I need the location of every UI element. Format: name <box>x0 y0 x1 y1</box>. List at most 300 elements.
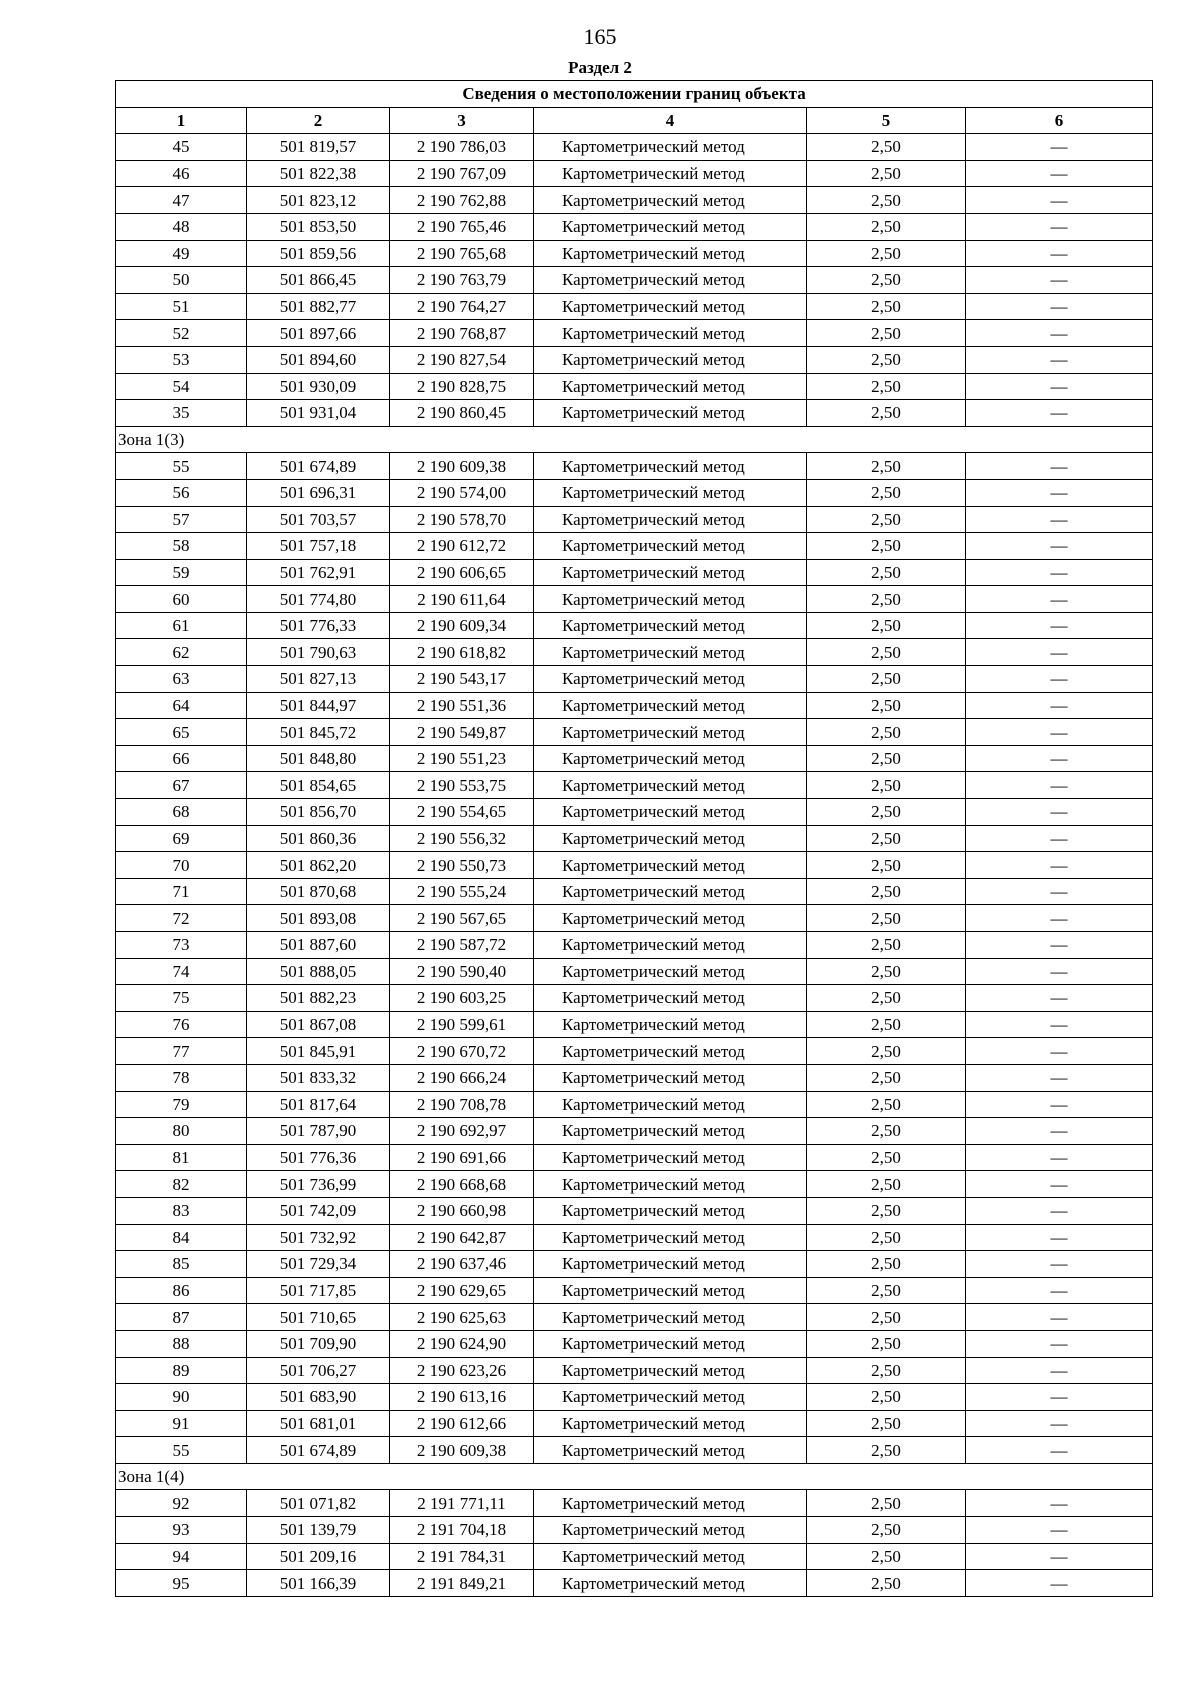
cell-coordinate-x: 501 853,50 <box>247 213 390 240</box>
cell-method: Картометрический метод <box>534 1543 807 1570</box>
cell-accuracy: 2,50 <box>807 240 966 267</box>
cell-point-number: 57 <box>116 506 247 533</box>
cell-point-number: 55 <box>116 1437 247 1464</box>
cell-method: Картометрический метод <box>534 1011 807 1038</box>
cell-accuracy: 2,50 <box>807 745 966 772</box>
cell-accuracy: 2,50 <box>807 799 966 826</box>
cell-coordinate-x: 501 683,90 <box>247 1384 390 1411</box>
cell-note: — <box>966 719 1153 746</box>
cell-coordinate-x: 501 856,70 <box>247 799 390 826</box>
cell-coordinate-y: 2 190 590,40 <box>390 958 534 985</box>
cell-accuracy: 2,50 <box>807 1570 966 1597</box>
cell-note: — <box>966 1384 1153 1411</box>
cell-point-number: 53 <box>116 346 247 373</box>
cell-point-number: 50 <box>116 267 247 294</box>
zone-label: Зона 1(3) <box>116 426 1153 453</box>
cell-point-number: 35 <box>116 400 247 427</box>
cell-note: — <box>966 160 1153 187</box>
cell-coordinate-x: 501 845,91 <box>247 1038 390 1065</box>
cell-method: Картометрический метод <box>534 506 807 533</box>
cell-accuracy: 2,50 <box>807 400 966 427</box>
cell-point-number: 69 <box>116 825 247 852</box>
table-row <box>116 160 1153 187</box>
cell-point-number: 87 <box>116 1304 247 1331</box>
cell-method: Картометрический метод <box>534 559 807 586</box>
cell-point-number: 79 <box>116 1091 247 1118</box>
cell-method: Картометрический метод <box>534 1251 807 1278</box>
cell-note: — <box>966 745 1153 772</box>
cell-method: Картометрический метод <box>534 1357 807 1384</box>
cell-method: Картометрический метод <box>534 1277 807 1304</box>
table-row <box>116 533 1153 560</box>
cell-note: — <box>966 400 1153 427</box>
cell-accuracy: 2,50 <box>807 1410 966 1437</box>
cell-point-number: 90 <box>116 1384 247 1411</box>
cell-method: Картометрический метод <box>534 267 807 294</box>
cell-coordinate-y: 2 190 543,17 <box>390 666 534 693</box>
cell-note: — <box>966 1171 1153 1198</box>
table-row <box>116 320 1153 347</box>
cell-point-number: 92 <box>116 1490 247 1517</box>
cell-accuracy: 2,50 <box>807 1118 966 1145</box>
cell-accuracy: 2,50 <box>807 1011 966 1038</box>
cell-coordinate-x: 501 729,34 <box>247 1251 390 1278</box>
table-row <box>116 1517 1153 1544</box>
cell-note: — <box>966 799 1153 826</box>
cell-note: — <box>966 1330 1153 1357</box>
cell-coordinate-y: 2 190 609,38 <box>390 1437 534 1464</box>
cell-coordinate-y: 2 190 637,46 <box>390 1251 534 1278</box>
cell-note: — <box>966 692 1153 719</box>
cell-coordinate-y: 2 190 629,65 <box>390 1277 534 1304</box>
cell-note: — <box>966 1144 1153 1171</box>
cell-method: Картометрический метод <box>534 1384 807 1411</box>
cell-accuracy: 2,50 <box>807 1437 966 1464</box>
cell-coordinate-x: 501 774,80 <box>247 586 390 613</box>
cell-method: Картометрический метод <box>534 533 807 560</box>
cell-point-number: 72 <box>116 905 247 932</box>
cell-accuracy: 2,50 <box>807 666 966 693</box>
cell-note: — <box>966 905 1153 932</box>
table-row <box>116 852 1153 879</box>
cell-point-number: 78 <box>116 1064 247 1091</box>
cell-coordinate-y: 2 190 549,87 <box>390 719 534 746</box>
cell-coordinate-x: 501 674,89 <box>247 1437 390 1464</box>
cell-point-number: 58 <box>116 533 247 560</box>
cell-coordinate-x: 501 930,09 <box>247 373 390 400</box>
table-row <box>116 692 1153 719</box>
cell-method: Картометрический метод <box>534 1437 807 1464</box>
table-row <box>116 1064 1153 1091</box>
cell-coordinate-y: 2 190 860,45 <box>390 400 534 427</box>
cell-accuracy: 2,50 <box>807 878 966 905</box>
cell-coordinate-x: 501 787,90 <box>247 1118 390 1145</box>
cell-accuracy: 2,50 <box>807 320 966 347</box>
table-row <box>116 1437 1153 1464</box>
cell-method: Картометрический метод <box>534 985 807 1012</box>
cell-point-number: 84 <box>116 1224 247 1251</box>
cell-method: Картометрический метод <box>534 134 807 161</box>
table-row <box>116 639 1153 666</box>
table-row <box>116 1038 1153 1065</box>
cell-accuracy: 2,50 <box>807 586 966 613</box>
cell-method: Картометрический метод <box>534 1410 807 1437</box>
cell-note: — <box>966 134 1153 161</box>
cell-accuracy: 2,50 <box>807 1064 966 1091</box>
cell-accuracy: 2,50 <box>807 267 966 294</box>
boundary-coordinates-table <box>115 80 1153 1597</box>
cell-accuracy: 2,50 <box>807 1490 966 1517</box>
table-row <box>116 267 1153 294</box>
table-row <box>116 559 1153 586</box>
cell-accuracy: 2,50 <box>807 719 966 746</box>
cell-note: — <box>966 506 1153 533</box>
column-number: 1 <box>116 107 247 134</box>
cell-coordinate-x: 501 696,31 <box>247 479 390 506</box>
cell-note: — <box>966 772 1153 799</box>
cell-point-number: 52 <box>116 320 247 347</box>
table-body <box>116 134 1153 1597</box>
section-title: Раздел 2 <box>568 58 632 77</box>
cell-point-number: 73 <box>116 932 247 959</box>
cell-point-number: 89 <box>116 1357 247 1384</box>
cell-note: — <box>966 1410 1153 1437</box>
cell-point-number: 54 <box>116 373 247 400</box>
cell-coordinate-y: 2 190 618,82 <box>390 639 534 666</box>
cell-coordinate-y: 2 190 660,98 <box>390 1197 534 1224</box>
table-row <box>116 799 1153 826</box>
table-row <box>116 1410 1153 1437</box>
cell-note: — <box>966 958 1153 985</box>
cell-note: — <box>966 293 1153 320</box>
cell-coordinate-x: 501 854,65 <box>247 772 390 799</box>
cell-note: — <box>966 1543 1153 1570</box>
cell-coordinate-x: 501 845,72 <box>247 719 390 746</box>
cell-coordinate-y: 2 190 603,25 <box>390 985 534 1012</box>
cell-note: — <box>966 1118 1153 1145</box>
cell-coordinate-x: 501 762,91 <box>247 559 390 586</box>
cell-accuracy: 2,50 <box>807 506 966 533</box>
cell-accuracy: 2,50 <box>807 1144 966 1171</box>
table-row <box>116 346 1153 373</box>
cell-method: Картометрический метод <box>534 612 807 639</box>
cell-coordinate-y: 2 190 786,03 <box>390 134 534 161</box>
cell-point-number: 75 <box>116 985 247 1012</box>
cell-accuracy: 2,50 <box>807 1038 966 1065</box>
cell-coordinate-y: 2 190 623,26 <box>390 1357 534 1384</box>
table-row <box>116 958 1153 985</box>
cell-accuracy: 2,50 <box>807 905 966 932</box>
cell-method: Картометрический метод <box>534 825 807 852</box>
column-number-row <box>116 107 1153 134</box>
cell-accuracy: 2,50 <box>807 293 966 320</box>
cell-coordinate-x: 501 866,45 <box>247 267 390 294</box>
cell-coordinate-y: 2 190 554,65 <box>390 799 534 826</box>
cell-method: Картометрический метод <box>534 240 807 267</box>
table-row <box>116 240 1153 267</box>
cell-accuracy: 2,50 <box>807 1517 966 1544</box>
cell-note: — <box>966 1038 1153 1065</box>
cell-note: — <box>966 479 1153 506</box>
cell-coordinate-y: 2 190 606,65 <box>390 559 534 586</box>
table-row <box>116 134 1153 161</box>
table-row <box>116 825 1153 852</box>
cell-coordinate-y: 2 190 828,75 <box>390 373 534 400</box>
cell-point-number: 60 <box>116 586 247 613</box>
table-row <box>116 985 1153 1012</box>
table-row <box>116 1277 1153 1304</box>
table-row <box>116 612 1153 639</box>
cell-coordinate-y: 2 190 763,79 <box>390 267 534 294</box>
cell-coordinate-x: 501 893,08 <box>247 905 390 932</box>
cell-method: Картометрический метод <box>534 479 807 506</box>
cell-coordinate-y: 2 190 767,09 <box>390 160 534 187</box>
cell-point-number: 68 <box>116 799 247 826</box>
cell-accuracy: 2,50 <box>807 134 966 161</box>
cell-coordinate-x: 501 209,16 <box>247 1543 390 1570</box>
cell-method: Картометрический метод <box>534 932 807 959</box>
cell-accuracy: 2,50 <box>807 213 966 240</box>
cell-coordinate-x: 501 674,89 <box>247 453 390 480</box>
cell-coordinate-x: 501 776,36 <box>247 1144 390 1171</box>
cell-note: — <box>966 187 1153 214</box>
cell-method: Картометрический метод <box>534 1197 807 1224</box>
cell-point-number: 71 <box>116 878 247 905</box>
cell-coordinate-y: 2 190 668,68 <box>390 1171 534 1198</box>
cell-coordinate-y: 2 190 609,38 <box>390 453 534 480</box>
cell-point-number: 93 <box>116 1517 247 1544</box>
cell-coordinate-y: 2 191 784,31 <box>390 1543 534 1570</box>
cell-accuracy: 2,50 <box>807 1330 966 1357</box>
cell-note: — <box>966 1437 1153 1464</box>
cell-point-number: 83 <box>116 1197 247 1224</box>
cell-point-number: 74 <box>116 958 247 985</box>
cell-method: Картометрический метод <box>534 1224 807 1251</box>
cell-note: — <box>966 1277 1153 1304</box>
table-row <box>116 1330 1153 1357</box>
cell-point-number: 45 <box>116 134 247 161</box>
cell-coordinate-y: 2 190 762,88 <box>390 187 534 214</box>
cell-note: — <box>966 1570 1153 1597</box>
cell-coordinate-y: 2 190 613,16 <box>390 1384 534 1411</box>
cell-coordinate-y: 2 190 555,24 <box>390 878 534 905</box>
cell-accuracy: 2,50 <box>807 187 966 214</box>
cell-method: Картометрический метод <box>534 1091 807 1118</box>
table-row <box>116 293 1153 320</box>
cell-accuracy: 2,50 <box>807 1171 966 1198</box>
cell-coordinate-y: 2 190 578,70 <box>390 506 534 533</box>
cell-method: Картометрический метод <box>534 320 807 347</box>
cell-method: Картометрический метод <box>534 719 807 746</box>
cell-point-number: 91 <box>116 1410 247 1437</box>
cell-coordinate-x: 501 819,57 <box>247 134 390 161</box>
cell-method: Картометрический метод <box>534 1517 807 1544</box>
cell-coordinate-y: 2 190 765,46 <box>390 213 534 240</box>
cell-coordinate-x: 501 717,85 <box>247 1277 390 1304</box>
table-row <box>116 586 1153 613</box>
cell-note: — <box>966 1517 1153 1544</box>
cell-note: — <box>966 240 1153 267</box>
table-row <box>116 1570 1153 1597</box>
cell-note: — <box>966 852 1153 879</box>
cell-method: Картометрический метод <box>534 878 807 905</box>
table-row <box>116 1144 1153 1171</box>
cell-coordinate-x: 501 817,64 <box>247 1091 390 1118</box>
cell-point-number: 63 <box>116 666 247 693</box>
cell-point-number: 88 <box>116 1330 247 1357</box>
cell-method: Картометрический метод <box>534 586 807 613</box>
cell-accuracy: 2,50 <box>807 479 966 506</box>
cell-note: — <box>966 666 1153 693</box>
cell-coordinate-y: 2 190 612,72 <box>390 533 534 560</box>
cell-coordinate-y: 2 190 765,68 <box>390 240 534 267</box>
cell-coordinate-x: 501 822,38 <box>247 160 390 187</box>
cell-accuracy: 2,50 <box>807 160 966 187</box>
cell-point-number: 61 <box>116 612 247 639</box>
cell-method: Картометрический метод <box>534 1038 807 1065</box>
cell-accuracy: 2,50 <box>807 772 966 799</box>
cell-coordinate-y: 2 190 553,75 <box>390 772 534 799</box>
table-row <box>116 772 1153 799</box>
cell-method: Картометрический метод <box>534 1118 807 1145</box>
column-number: 2 <box>247 107 390 134</box>
cell-point-number: 70 <box>116 852 247 879</box>
table-row <box>116 1251 1153 1278</box>
cell-coordinate-y: 2 190 567,65 <box>390 905 534 932</box>
cell-note: — <box>966 533 1153 560</box>
cell-method: Картометрический метод <box>534 400 807 427</box>
column-number: 3 <box>390 107 534 134</box>
cell-coordinate-x: 501 882,77 <box>247 293 390 320</box>
cell-accuracy: 2,50 <box>807 1091 966 1118</box>
cell-coordinate-y: 2 190 708,78 <box>390 1091 534 1118</box>
cell-accuracy: 2,50 <box>807 639 966 666</box>
zone-label: Зона 1(4) <box>116 1463 1153 1490</box>
cell-note: — <box>966 985 1153 1012</box>
cell-point-number: 77 <box>116 1038 247 1065</box>
cell-point-number: 81 <box>116 1144 247 1171</box>
cell-accuracy: 2,50 <box>807 373 966 400</box>
table-row <box>116 479 1153 506</box>
cell-coordinate-x: 501 833,32 <box>247 1064 390 1091</box>
cell-coordinate-y: 2 190 625,63 <box>390 1304 534 1331</box>
cell-coordinate-y: 2 190 611,64 <box>390 586 534 613</box>
cell-note: — <box>966 825 1153 852</box>
cell-point-number: 80 <box>116 1118 247 1145</box>
cell-method: Картометрический метод <box>534 346 807 373</box>
cell-method: Картометрический метод <box>534 187 807 214</box>
cell-note: — <box>966 639 1153 666</box>
cell-method: Картометрический метод <box>534 1490 807 1517</box>
cell-method: Картометрический метод <box>534 692 807 719</box>
cell-method: Картометрический метод <box>534 1304 807 1331</box>
cell-coordinate-y: 2 190 574,00 <box>390 479 534 506</box>
cell-point-number: 86 <box>116 1277 247 1304</box>
cell-coordinate-x: 501 071,82 <box>247 1490 390 1517</box>
cell-coordinate-y: 2 190 551,36 <box>390 692 534 719</box>
cell-accuracy: 2,50 <box>807 1357 966 1384</box>
cell-note: — <box>966 1357 1153 1384</box>
cell-point-number: 49 <box>116 240 247 267</box>
cell-coordinate-x: 501 897,66 <box>247 320 390 347</box>
cell-coordinate-x: 501 823,12 <box>247 187 390 214</box>
table-row <box>116 1224 1153 1251</box>
cell-accuracy: 2,50 <box>807 985 966 1012</box>
cell-point-number: 62 <box>116 639 247 666</box>
cell-coordinate-y: 2 191 771,11 <box>390 1490 534 1517</box>
cell-note: — <box>966 932 1153 959</box>
cell-coordinate-y: 2 190 768,87 <box>390 320 534 347</box>
table-row <box>116 187 1153 214</box>
table-row <box>116 400 1153 427</box>
table-row <box>116 1197 1153 1224</box>
cell-note: — <box>966 1011 1153 1038</box>
cell-coordinate-x: 501 870,68 <box>247 878 390 905</box>
cell-method: Картометрический метод <box>534 160 807 187</box>
cell-coordinate-x: 501 166,39 <box>247 1570 390 1597</box>
cell-coordinate-y: 2 190 764,27 <box>390 293 534 320</box>
cell-note: — <box>966 320 1153 347</box>
cell-accuracy: 2,50 <box>807 932 966 959</box>
table-row <box>116 1304 1153 1331</box>
cell-method: Картометрический метод <box>534 1570 807 1597</box>
cell-coordinate-x: 501 844,97 <box>247 692 390 719</box>
cell-note: — <box>966 1064 1153 1091</box>
cell-coordinate-y: 2 190 642,87 <box>390 1224 534 1251</box>
cell-method: Картометрический метод <box>534 958 807 985</box>
cell-accuracy: 2,50 <box>807 1543 966 1570</box>
cell-method: Картометрический метод <box>534 213 807 240</box>
cell-method: Картометрический метод <box>534 639 807 666</box>
cell-point-number: 47 <box>116 187 247 214</box>
cell-method: Картометрический метод <box>534 373 807 400</box>
cell-point-number: 56 <box>116 479 247 506</box>
cell-coordinate-y: 2 190 609,34 <box>390 612 534 639</box>
cell-note: — <box>966 878 1153 905</box>
cell-coordinate-y: 2 190 556,32 <box>390 825 534 852</box>
cell-coordinate-x: 501 790,63 <box>247 639 390 666</box>
zone-row <box>116 426 1153 453</box>
cell-accuracy: 2,50 <box>807 958 966 985</box>
table-row <box>116 373 1153 400</box>
column-number: 6 <box>966 107 1153 134</box>
cell-note: — <box>966 373 1153 400</box>
cell-coordinate-x: 501 859,56 <box>247 240 390 267</box>
cell-accuracy: 2,50 <box>807 559 966 586</box>
cell-method: Картометрический метод <box>534 745 807 772</box>
cell-coordinate-x: 501 139,79 <box>247 1517 390 1544</box>
cell-method: Картометрический метод <box>534 1330 807 1357</box>
cell-method: Картометрический метод <box>534 905 807 932</box>
cell-coordinate-y: 2 190 587,72 <box>390 932 534 959</box>
cell-coordinate-y: 2 190 691,66 <box>390 1144 534 1171</box>
table-row <box>116 1091 1153 1118</box>
cell-coordinate-x: 501 709,90 <box>247 1330 390 1357</box>
cell-note: — <box>966 1224 1153 1251</box>
table-row <box>116 1357 1153 1384</box>
cell-note: — <box>966 1490 1153 1517</box>
cell-method: Картометрический метод <box>534 293 807 320</box>
cell-point-number: 55 <box>116 453 247 480</box>
cell-coordinate-y: 2 190 551,23 <box>390 745 534 772</box>
cell-coordinate-x: 501 827,13 <box>247 666 390 693</box>
cell-coordinate-y: 2 190 692,97 <box>390 1118 534 1145</box>
cell-method: Картометрический метод <box>534 1064 807 1091</box>
cell-coordinate-x: 501 848,80 <box>247 745 390 772</box>
cell-coordinate-y: 2 190 550,73 <box>390 852 534 879</box>
table-row <box>116 905 1153 932</box>
cell-point-number: 85 <box>116 1251 247 1278</box>
